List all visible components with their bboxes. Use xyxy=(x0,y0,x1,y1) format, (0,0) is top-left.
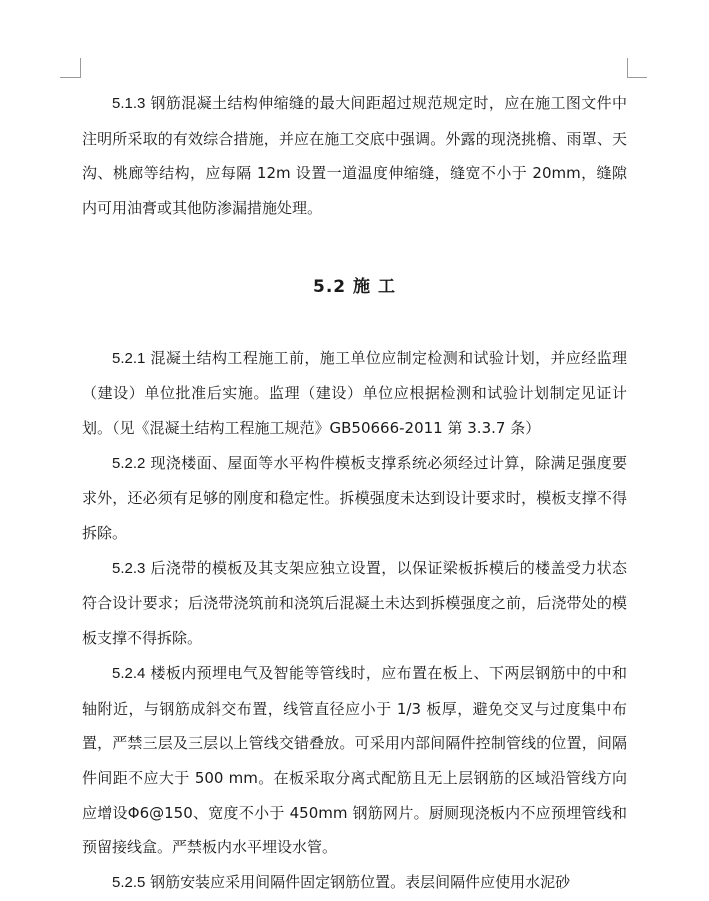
paragraph-text: 混凝土结构工程施工前，施工单位应制定检测和试验计划，并应经监理（建设）单位批准后实施。监理（建设）单位应根据检测和试验计划制定见证计划。（见《混凝土结构工程施工规范》GB50666-2011 第 3.3.7 条） xyxy=(82,348,627,437)
crop-mark-top-right-horizontal xyxy=(627,77,647,78)
clause-number: 5.2.5 xyxy=(112,874,146,892)
paragraph-5-2-3 xyxy=(82,551,627,656)
clause-number: 5.2.4 xyxy=(112,664,146,682)
paragraph-5-2-5 xyxy=(82,865,627,901)
clause-number: 5.2.2 xyxy=(112,454,146,472)
clause-number: 5.2.1 xyxy=(112,349,146,367)
paragraph-5-2-4 xyxy=(82,656,627,865)
paragraph-text: 后浇带的模板及其支架应独立设置，以保证梁板拆模后的楼盖受力状态符合设计要求；后浇带浇筑前和浇筑后混凝土未达到拆模强度之前，后浇带处的模板支撑不得拆除。 xyxy=(82,558,627,648)
crop-mark-top-left-horizontal xyxy=(60,77,80,78)
document-page xyxy=(82,86,627,901)
section-heading: 5.2 施 工 xyxy=(313,276,396,297)
paragraph-text: 钢筋混凝土结构伸缩缝的最大间距超过规范规定时，应在施工图文件中注明所采取的有效综合措施，并应在施工交底中强调。外露的现浇挑檐、雨罩、天沟、桃廊等结构，应每隔 12m 设置一道温度伸缩缝，缝宽不小于 20mm，缝隙内可用油膏或其他防渗漏措施处理。 xyxy=(82,94,627,218)
clause-number: 5.2.3 xyxy=(112,559,146,577)
paragraph-text: 楼板内预埋电气及智能等管线时，应布置在板上、下两层钢筋中的中和轴附近，与钢筋成斜交布置，线管直径应小于 1/3 板厚，避免交叉与过度集中布置，严禁三层及三层以上管线交错叠放。可采用内部间隔件控制管线的位置，间隔件间距不应大于 500 mm。在板采取分离式配筋且无上层钢筋的区域沿管线方向应增设Φ6@150、宽度不小于 450mm 钢筋网片。厨厕现浇板内不应预埋管线和预留接线盒。严禁板内水平埋设水管。 xyxy=(82,663,627,857)
paragraph-text: 现浇楼面、屋面等水平构件模板支撑系统必须经过计算，除满足强度要求外，还必须有足够的刚度和稳定性。拆模强度未达到设计要求时，模板支撑不得拆除。 xyxy=(82,453,627,543)
paragraph-text: 钢筋安装应采用间隔件固定钢筋位置。表层间隔件应使用水泥砂 xyxy=(145,873,571,892)
paragraph-5-1-3 xyxy=(82,86,627,226)
paragraph-5-2-1 xyxy=(82,341,627,446)
crop-mark-top-left-vertical xyxy=(80,58,81,78)
paragraph-5-2-2 xyxy=(82,446,627,551)
crop-mark-top-right-vertical xyxy=(627,58,628,78)
clause-number: 5.1.3 xyxy=(112,95,146,112)
